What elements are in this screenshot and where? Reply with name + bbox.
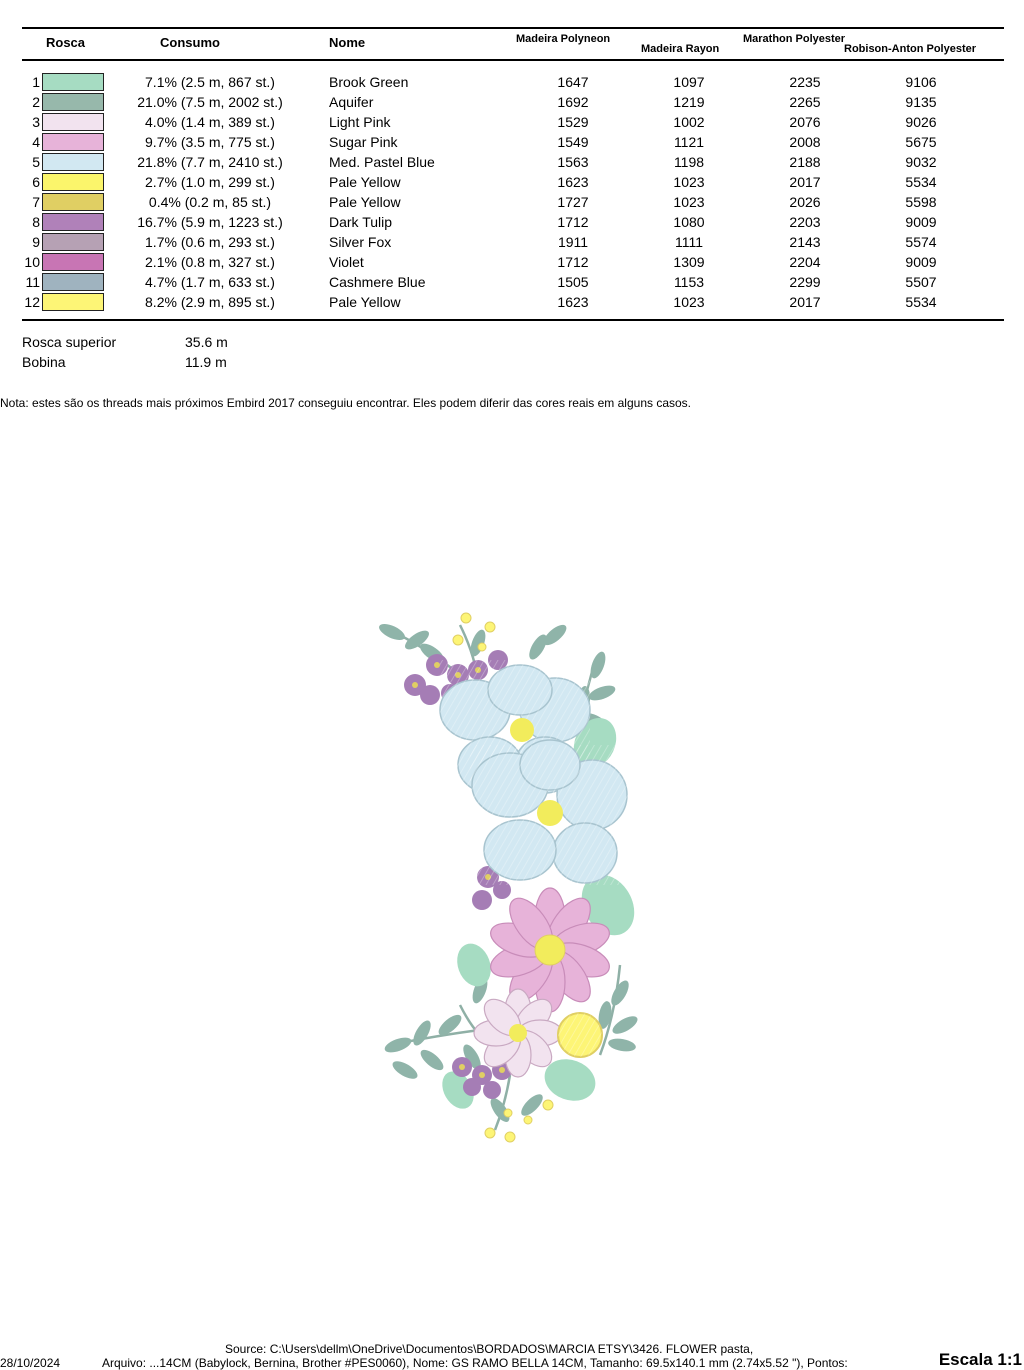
madeira-rayon-code: 1121 [673,134,705,150]
thread-color-swatch [42,93,104,111]
thread-name: Silver Fox [329,234,392,250]
footer-scale: Escala 1:1 [938,1350,1022,1369]
thread-number: 4 [32,134,40,150]
madeira-rayon-code: 1002 [673,114,705,130]
flower-light-pink [474,989,562,1077]
robison-anton-polyester-code: 5534 [905,174,937,190]
robison-anton-polyester-code: 9032 [905,154,937,170]
thread-consumption: 4.0% (1.4 m, 389 st.) [145,114,275,130]
thread-consumption: 9.7% (3.5 m, 775 st.) [145,134,275,150]
robison-anton-polyester-code: 5574 [905,234,937,250]
thread-name: Brook Green [329,74,409,90]
thread-color-swatch [42,73,104,91]
madeira-polyneon-code: 1623 [557,174,589,190]
bobina-value: 11.9 m [185,354,227,370]
bobina-label: Bobina [22,354,66,370]
thread-consumption: 8.2% (2.9 m, 895 st.) [145,294,275,310]
madeira-polyneon-code: 1623 [557,294,589,310]
madeira-polyneon-code: 1712 [557,254,589,270]
thread-number: 8 [32,214,40,230]
header-nome: Nome [329,35,366,50]
thread-number: 7 [32,194,40,210]
flower-pale-yellow [558,1013,602,1057]
thread-number: 10 [24,254,40,270]
robison-anton-polyester-code: 9135 [905,94,937,110]
header-madeira-polyneon: Madeira Polyneon [516,33,611,45]
header-robison-anton-polyester: Robison-Anton Polyester [844,43,977,55]
thread-number: 5 [32,154,40,170]
header-marathon-polyester: Marathon Polyester [743,33,846,45]
table-row [0,72,1024,92]
footer-date: 28/10/2024 [0,1356,61,1370]
thread-name: Pale Yellow [329,294,401,310]
table-row [0,272,1024,292]
table-header-rule [22,59,1004,61]
robison-anton-polyester-code: 5675 [905,134,937,150]
marathon-polyester-code: 2265 [789,94,821,110]
robison-anton-polyester-code: 9106 [905,74,937,90]
thread-color-swatch [42,173,104,191]
thread-number: 2 [32,94,40,110]
thread-color-swatch [42,133,104,151]
thread-note: Nota: estes são os threads mais próximos Embird 2017 conseguiu encontrar. Eles podem diferir das cores reais em alguns casos. [0,396,692,410]
madeira-rayon-code: 1219 [673,94,705,110]
robison-anton-polyester-code: 9009 [905,254,937,270]
madeira-rayon-code: 1309 [673,254,705,270]
thread-consumption: 7.1% (2.5 m, 867 st.) [145,74,275,90]
thread-color-swatch [42,193,104,211]
thread-name: Pale Yellow [329,174,401,190]
madeira-rayon-code: 1111 [674,234,704,250]
marathon-polyester-code: 2203 [789,214,821,230]
madeira-polyneon-code: 1911 [557,234,589,250]
thread-color-swatch [42,273,104,291]
table-row [0,212,1024,232]
robison-anton-polyester-code: 5507 [905,274,937,290]
marathon-polyester-code: 2143 [789,234,821,250]
marathon-polyester-code: 2204 [789,254,821,270]
footer-source: Source: C:\Users\dellm\OneDrive\Documentos\BORDADOS\MARCIA ETSY\3426. FLOWER pasta, [225,1342,754,1356]
thread-consumption: 1.7% (0.6 m, 293 st.) [145,234,275,250]
madeira-polyneon-code: 1727 [557,194,589,210]
thread-number: 6 [32,174,40,190]
robison-anton-polyester-code: 5598 [905,194,937,210]
rosca-superior-label: Rosca superior [22,334,117,350]
madeira-polyneon-code: 1712 [557,214,589,230]
madeira-rayon-code: 1198 [673,154,705,170]
thread-consumption: 4.7% (1.7 m, 633 st.) [145,274,275,290]
thread-name: Violet [329,254,364,270]
thread-consumption: 16.7% (5.9 m, 1223 st.) [137,214,283,230]
marathon-polyester-code: 2008 [789,134,821,150]
thread-consumption: 2.1% (0.8 m, 327 st.) [145,254,275,270]
marathon-polyester-code: 2188 [789,154,821,170]
thread-consumption: 21.8% (7.7 m, 2410 st.) [137,154,283,170]
thread-color-swatch [42,213,104,231]
table-row [0,132,1024,152]
thread-number: 1 [32,74,40,90]
marathon-polyester-code: 2235 [789,74,821,90]
robison-anton-polyester-code: 5534 [905,294,937,310]
table-row [0,232,1024,252]
madeira-polyneon-code: 1505 [557,274,589,290]
thread-color-swatch [42,253,104,271]
marathon-polyester-code: 2299 [789,274,821,290]
rosca-superior-value: 35.6 m [185,334,228,350]
thread-consumption: 0.4% (0.2 m, 85 st.) [148,194,272,210]
thread-color-swatch [42,113,104,131]
table-row [0,192,1024,212]
table-top-rule [22,27,1004,29]
table-row [0,112,1024,132]
thread-color-swatch [42,153,104,171]
robison-anton-polyester-code: 9026 [905,114,937,130]
thread-color-swatch [42,233,104,251]
thread-consumption: 21.0% (7.5 m, 2002 st.) [137,94,283,110]
marathon-polyester-code: 2026 [789,194,821,210]
madeira-polyneon-code: 1549 [557,134,589,150]
marathon-polyester-code: 2017 [789,294,821,310]
madeira-polyneon-code: 1692 [557,94,589,110]
header-consumo: Consumo [160,35,220,50]
table-row [0,172,1024,192]
embroidery-design-preview [370,605,660,1150]
thread-name: Dark Tulip [329,214,393,230]
madeira-rayon-code: 1080 [673,214,705,230]
madeira-rayon-code: 1023 [673,174,705,190]
madeira-polyneon-code: 1529 [557,114,589,130]
marathon-polyester-code: 2017 [789,174,821,190]
madeira-rayon-code: 1153 [673,274,705,290]
madeira-rayon-code: 1023 [673,294,705,310]
madeira-rayon-code: 1023 [673,194,705,210]
madeira-polyneon-code: 1563 [557,154,589,170]
thread-number: 3 [32,114,40,130]
madeira-rayon-code: 1097 [673,74,705,90]
madeira-polyneon-code: 1647 [557,74,589,90]
flower-pastel-blue-bottom [470,740,630,885]
thread-name: Cashmere Blue [329,274,426,290]
table-bottom-rule [22,319,1004,321]
thread-name: Sugar Pink [329,134,398,150]
thread-number: 12 [24,294,40,310]
thread-name: Light Pink [329,114,391,130]
robison-anton-polyester-code: 9009 [905,214,937,230]
table-row [0,252,1024,272]
thread-name: Pale Yellow [329,194,401,210]
table-row [0,292,1024,312]
thread-color-swatch [42,293,104,311]
marathon-polyester-code: 2076 [789,114,821,130]
footer-arquivo: Arquivo: ...14CM (Babylock, Bernina, Brother #PES0060), Nome: GS RAMO BELLA 14CM, Tamanho: 69.5x140.1 mm (2.74x5.52 "), Pontos: [102,1356,848,1370]
table-row [0,92,1024,112]
thread-number: 9 [32,234,40,250]
table-row [0,152,1024,172]
thread-consumption: 2.7% (1.0 m, 299 st.) [145,174,275,190]
header-rosca: Rosca [46,35,86,50]
header-madeira-rayon: Madeira Rayon [641,43,720,55]
thread-number: 11 [25,274,40,290]
thread-name: Aquifer [329,94,374,110]
thread-name: Med. Pastel Blue [329,154,435,170]
